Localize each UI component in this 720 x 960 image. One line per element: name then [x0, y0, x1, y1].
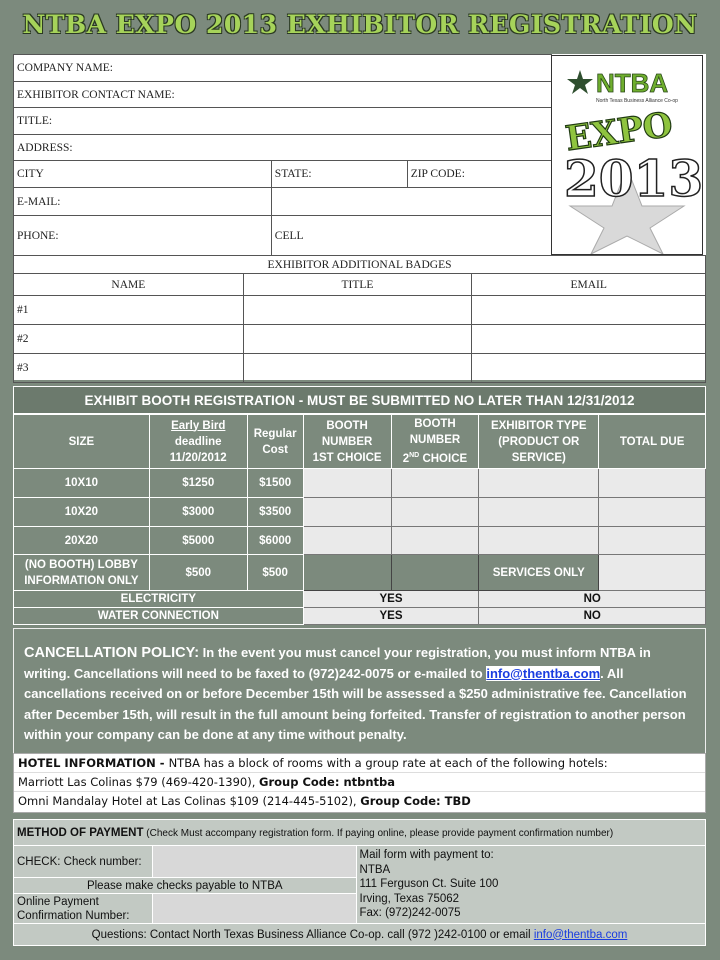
second-choice-input[interactable]: [391, 498, 479, 527]
second-sup: ND: [409, 452, 420, 460]
logo-expo: EXPO: [563, 104, 676, 160]
regular-10x20: $3500: [247, 498, 303, 527]
regular-label: Regular: [253, 427, 297, 440]
cell-field[interactable]: CELL: [271, 216, 551, 256]
logo-year: 2013: [564, 149, 702, 208]
title-bar: [0, 0, 720, 50]
ex-type-1: EXHIBITOR TYPE: [490, 419, 587, 432]
col-total-due: TOTAL DUE: [599, 415, 706, 469]
size-10x10: 10X10: [14, 469, 150, 498]
online-line-2: Confirmation Number:: [17, 909, 130, 922]
badge-3-title[interactable]: [243, 354, 472, 383]
hotel-marriott: [14, 773, 705, 792]
hotel-label: HOTEL INFORMATION -: [18, 756, 169, 770]
lobby-info: [14, 555, 150, 591]
electricity-no[interactable]: NO: [479, 591, 706, 608]
mail-line-2: NTBA: [359, 863, 391, 876]
check-label: CHECK: Check number:: [14, 846, 153, 878]
total-input[interactable]: [599, 498, 706, 527]
badge-row-3[interactable]: #3: [14, 354, 244, 383]
first-choice-input[interactable]: [303, 498, 391, 527]
col-second-choice: [391, 415, 479, 469]
cancellation-text-1: In the event you must cancel your registration, you must inform NTBA in writing. Cancellations will need to be faxed to (972)242-0075 or e-mailed to: [24, 645, 651, 681]
mail-line-1: Mail form with payment to:: [359, 849, 494, 861]
col-early-bird: [149, 415, 247, 469]
type-input[interactable]: [479, 498, 599, 527]
booth-registration: [13, 386, 706, 620]
payment-heading: [14, 820, 706, 846]
services-only: SERVICES ONLY: [479, 555, 599, 591]
email-value[interactable]: [271, 188, 551, 216]
col-regular: [247, 415, 303, 469]
phone-field[interactable]: PHONE:: [14, 216, 272, 256]
email-field[interactable]: E-MAIL:: [14, 188, 272, 216]
badges-col-title: TITLE: [243, 274, 472, 296]
booth-label: BOOTH: [326, 419, 368, 432]
check-number-input[interactable]: [152, 846, 356, 878]
booth-label: BOOTH: [414, 418, 456, 431]
electricity-label: ELECTRICITY: [14, 591, 304, 608]
water-yes[interactable]: YES: [303, 608, 479, 625]
badges-heading: EXHIBITOR ADDITIONAL BADGES: [14, 256, 706, 274]
cancellation-email-link[interactable]: info@thentba.com: [486, 665, 601, 681]
questions-line: [14, 924, 706, 946]
mail-line-4: Irving, Texas 75062: [359, 892, 460, 905]
cancellation-label: CANCELLATION POLICY:: [24, 645, 200, 661]
size-10x20: 10X20: [14, 498, 150, 527]
second-choice-input[interactable]: [391, 527, 479, 555]
title-field[interactable]: TITLE:: [14, 108, 552, 135]
deadline-label: deadline: [174, 435, 222, 448]
payment-table: [13, 819, 706, 946]
logo-tagline: North Texas Business Alliance Co-op: [596, 98, 678, 104]
badge-1-email[interactable]: [472, 296, 706, 325]
hotel-intro-text: NTBA has a block of rooms with a group rate at each of the following hotels:: [168, 756, 608, 770]
first-choice-input[interactable]: [303, 527, 391, 555]
expo-logo: [551, 55, 703, 255]
payable-note: Please make checks payable to NTBA: [14, 878, 357, 894]
lobby-line-2: INFORMATION ONLY: [24, 574, 139, 587]
address-field[interactable]: ADDRESS:: [14, 135, 552, 161]
electricity-yes[interactable]: YES: [303, 591, 479, 608]
col-exhibitor-type: [479, 415, 599, 469]
lobby-regular: $500: [247, 555, 303, 591]
lobby-total-input[interactable]: [599, 555, 706, 591]
cancellation-text: [24, 643, 695, 746]
ntba-star-icon: [567, 70, 593, 94]
water-label: WATER CONNECTION: [14, 608, 304, 625]
payment-section: [13, 819, 706, 945]
payment-label: METHOD OF PAYMENT: [17, 826, 144, 839]
early-10x10: $1250: [149, 469, 247, 498]
cancellation-text-2: . All cancellations received on or before December 15th will be assessed a $250 administrative fee. Cancellation after December 15th, will result in the full amount being forfeited. Transfer of registration to another person within your company can be done at any time without penalty.: [24, 665, 687, 742]
lobby-second-na: [391, 555, 479, 591]
hotel-omni: [14, 792, 705, 811]
second-prefix: 2: [402, 452, 410, 465]
mail-line-3: 111 Ferguson Ct. Suite 100: [359, 878, 499, 890]
badge-row-2[interactable]: #2: [14, 325, 244, 354]
badge-2-email[interactable]: [472, 325, 706, 354]
state-field[interactable]: STATE:: [271, 161, 407, 188]
cancellation-policy: [13, 628, 706, 753]
ex-type-3: SERVICE): [511, 451, 566, 464]
second-choice-input[interactable]: [391, 469, 479, 498]
booth-table: [13, 414, 706, 625]
contact-name-field[interactable]: EXHIBITOR CONTACT NAME:: [14, 82, 552, 108]
mail-line-5: Fax: (972)242-0075: [359, 907, 461, 919]
booth-heading: EXHIBIT BOOTH REGISTRATION - MUST BE SUBMITTED NO LATER THAN 12/31/2012: [13, 386, 706, 414]
questions-email-link[interactable]: info@thentba.com: [533, 928, 628, 941]
early-20x20: $5000: [149, 527, 247, 555]
total-input[interactable]: [599, 527, 706, 555]
first-choice-input[interactable]: [303, 469, 391, 498]
hotel-2-text: Omni Mandalay Hotel at Las Colinas $109 (214-445-5102),: [18, 794, 361, 808]
badges-col-name: NAME: [14, 274, 244, 296]
number-label: NUMBER: [409, 434, 461, 447]
early-10x20: $3000: [149, 498, 247, 527]
city-field[interactable]: CITY: [14, 161, 272, 188]
size-20x20: 20X20: [14, 527, 150, 555]
ex-type-2: (PRODUCT OR: [498, 435, 580, 448]
first-choice-label: 1ST CHOICE: [312, 451, 382, 464]
lobby-first-na: [303, 555, 391, 591]
cost-label: Cost: [262, 443, 288, 456]
hotel-1-code: Group Code: ntbntba: [259, 775, 396, 789]
badges-table: [13, 255, 706, 383]
lobby-early: $500: [149, 555, 247, 591]
mail-address: [356, 846, 705, 924]
hotel-information: [13, 753, 706, 813]
total-input[interactable]: [599, 469, 706, 498]
confirmation-number-input[interactable]: [152, 894, 356, 924]
payment-note: (Check Must accompany registration form. If paying online, please provide payment confirmation number): [143, 827, 614, 839]
hotel-intro: [14, 754, 705, 773]
badge-row-1[interactable]: #1: [14, 296, 244, 325]
questions-text: Questions: Contact North Texas Business Alliance Co-op. call (972 )242-0100 or email: [91, 928, 534, 941]
deadline-date: 11/20/2012: [169, 451, 227, 464]
page-title: NTBA EXPO 2013 EXHIBITOR REGISTRATION: [22, 10, 698, 39]
second-suffix: CHOICE: [419, 452, 468, 465]
regular-10x10: $1500: [247, 469, 303, 498]
number-label: NUMBER: [321, 435, 373, 448]
col-size: SIZE: [14, 415, 150, 469]
logo-graphic: [552, 56, 702, 254]
type-input[interactable]: [479, 527, 599, 555]
badge-3-email[interactable]: [472, 354, 706, 383]
exhibitor-info-form: [13, 54, 706, 380]
company-name-field[interactable]: COMPANY NAME:: [14, 55, 552, 82]
hotel-2-code: Group Code: TBD: [360, 794, 471, 808]
badge-2-title[interactable]: [243, 325, 472, 354]
lobby-line-1: (NO BOOTH) LOBBY: [24, 558, 138, 571]
early-bird-label: Early Bird: [171, 419, 226, 432]
logo-brand: NTBA: [596, 68, 669, 98]
type-input[interactable]: [479, 469, 599, 498]
zip-field[interactable]: ZIP CODE:: [407, 161, 551, 188]
badges-col-email: EMAIL: [472, 274, 706, 296]
hotel-1-text: Marriott Las Colinas $79 (469-420-1390),: [18, 775, 260, 789]
col-first-choice: [303, 415, 391, 469]
online-label: [14, 894, 153, 924]
badge-1-title[interactable]: [243, 296, 472, 325]
online-line-1: Online Payment: [17, 895, 99, 908]
regular-20x20: $6000: [247, 527, 303, 555]
water-no[interactable]: NO: [479, 608, 706, 625]
